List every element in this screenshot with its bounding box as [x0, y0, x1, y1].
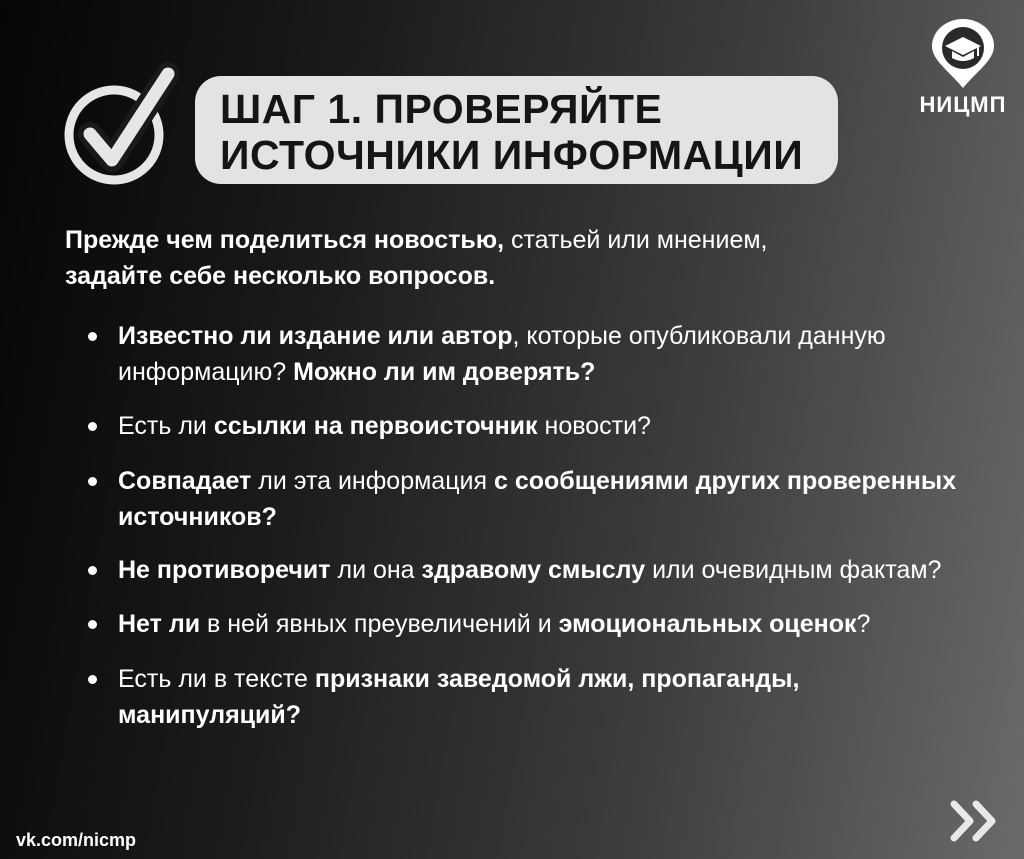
list-item [88, 463, 968, 535]
bullet-text-bold: эмоциональных оценок [558, 610, 857, 638]
bullet-text: ли она [330, 556, 422, 584]
list-item [88, 408, 968, 444]
intro-paragraph [65, 222, 965, 294]
bullet-text-bold: Известно ли издание или автор [118, 322, 513, 350]
bullet-text: , которые опубликовали данную информацию? [118, 322, 886, 386]
logo-text: НИЦМП [919, 92, 1007, 117]
bullet-text: в ней явных преувеличений и [200, 610, 559, 638]
intro-bold-2: задайте себе несколько вопросов. [65, 262, 496, 290]
bullet-text-bold: ссылки на первоисточник [213, 412, 538, 440]
list-item [88, 318, 968, 390]
page-title [220, 86, 803, 178]
title-line-2: ИСТОЧНИКИ ИНФОРМАЦИИ [220, 132, 804, 178]
bullet-text-bold: Совпадает [118, 467, 252, 495]
questions-list [88, 318, 968, 733]
bullet-text-bold: Не противоречит [118, 556, 331, 584]
bullet-text-bold: Нет ли [118, 610, 201, 638]
title-line-1: ШАГ 1. ПРОВЕРЯЙТЕ [220, 86, 663, 132]
bullet-dot [88, 422, 97, 431]
bullet-text: новости? [537, 412, 651, 440]
double-chevron-right-icon[interactable] [948, 798, 1004, 844]
bullet-text-bold: признаки заведомой лжи, пропаганды, манипуляций? [118, 665, 800, 729]
bullet-dot [88, 566, 97, 575]
graduation-cap-pin-icon [926, 18, 1000, 92]
bullet-dot [88, 477, 97, 486]
brand-logo [918, 18, 1008, 118]
title-banner [195, 76, 838, 184]
bullet-dot [88, 675, 97, 684]
bullet-text: Есть ли в тексте [118, 665, 315, 693]
list-item [88, 606, 968, 642]
bullet-dot [88, 620, 97, 629]
intro-bold-1: Прежде чем поделиться новостью, [65, 226, 505, 254]
bullet-text: или очевидным фактам? [645, 556, 942, 584]
bullet-text: ли эта информация [251, 467, 494, 495]
bullet-text: ? [856, 610, 871, 638]
bullet-dot [88, 332, 97, 341]
intro-regular: статьей или мнением, [504, 226, 768, 254]
bullet-text-bold: с сообщениями других проверенных источников? [118, 467, 957, 531]
bullet-text: Есть ли [118, 412, 214, 440]
list-item [88, 661, 968, 733]
vk-link[interactable]: vk.com/nicmp [16, 830, 137, 850]
bullet-text-bold: здравому смыслу [421, 556, 646, 584]
bullet-text-bold: Можно ли им доверять? [293, 358, 596, 386]
list-item [88, 552, 968, 588]
checkmark-circle-icon [62, 62, 180, 190]
